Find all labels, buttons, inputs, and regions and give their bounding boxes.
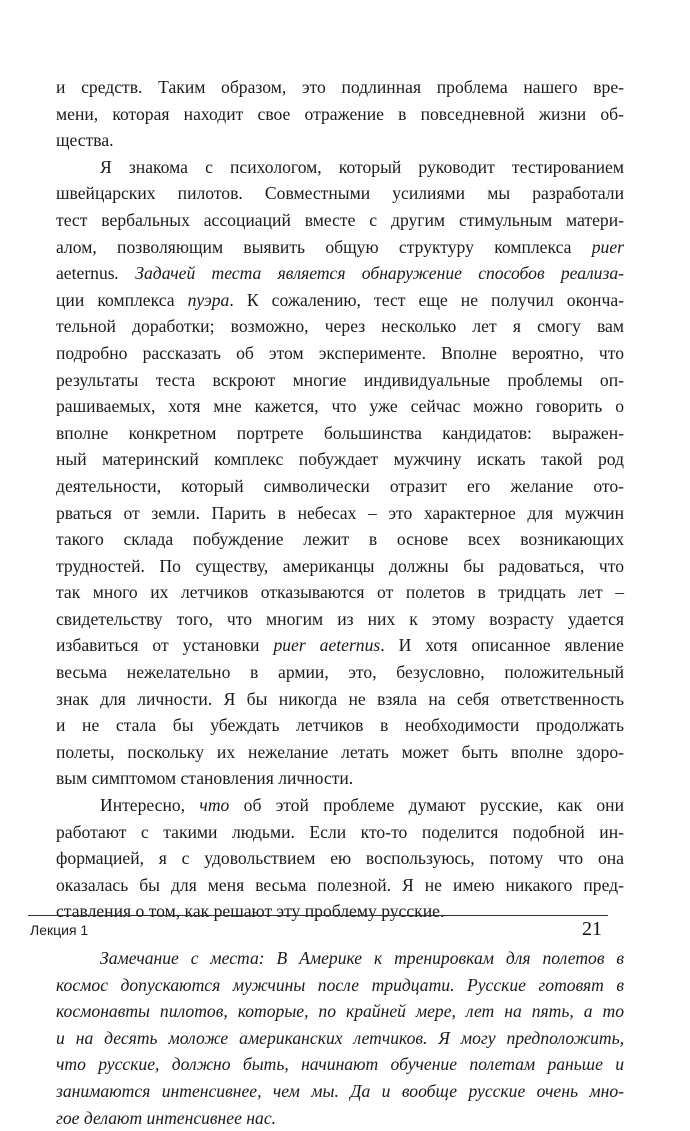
- text-segment: трудностей. По существу, американцы должны бы радоваться, что: [56, 555, 624, 576]
- text-line: [56, 74, 624, 101]
- text-line: [56, 500, 624, 527]
- footer-divider: [28, 915, 608, 916]
- paragraph: [56, 154, 624, 792]
- text-line: [56, 712, 624, 739]
- text-segment: оказалась бы для меня весьма полезной. Я не имею никакого пред-: [56, 874, 624, 895]
- text-line: [56, 393, 624, 420]
- text-segment: вым симптомом становления личности.: [56, 768, 354, 789]
- text-line: [56, 180, 624, 207]
- text-segment: . И хотя описанное явление: [380, 635, 624, 656]
- text-segment: aeternus: [56, 263, 115, 284]
- italic-term: puer aeternus: [273, 635, 381, 656]
- text-line: [56, 340, 624, 367]
- running-footer-section: Лекция 1: [30, 922, 89, 938]
- text-segment: такого склада побуждение лежит в основе всех возникающих: [56, 529, 624, 550]
- text-line: [56, 313, 624, 340]
- text-line: [56, 127, 624, 154]
- italic-term: . Задачей теста является обнаружение способов реализа-: [114, 263, 624, 284]
- text-line: [56, 872, 624, 899]
- text-line: [56, 207, 624, 234]
- text-segment: тест вербальных ассоциаций вместе с другим стимульным матери-: [56, 209, 624, 230]
- text-segment: и не стала бы убеждать летчиков в необходимости продолжать: [56, 715, 624, 736]
- page-body: [56, 74, 624, 1131]
- remark-line: Замечание с места: В Америке к тренировкам для полетов в: [100, 948, 624, 968]
- text-line: [56, 845, 624, 872]
- remark-line: гое делают интенсивнее нас.: [56, 1107, 277, 1128]
- paragraph: [56, 74, 624, 154]
- text-line: [56, 154, 624, 181]
- remark-line: занимаются интенсивнее, чем мы. Да и вообще русские очень мно-: [56, 1080, 624, 1101]
- text-line: [56, 765, 624, 792]
- text-segment: весьма нежелательно в армии, это, безусловно, положительный: [56, 662, 624, 683]
- text-line: [56, 526, 624, 553]
- text-segment: свидетельству того, что многим из них к этому возрасту удается: [56, 608, 624, 629]
- text-line: [56, 792, 624, 819]
- italic-term: puer: [591, 236, 624, 257]
- text-segment: Я знакома с психологом, который руководит тестированием: [100, 156, 624, 177]
- text-segment: формацией, я с удовольствием ею воспользуюсь, потому что она: [56, 848, 624, 869]
- text-segment: тельной доработки; возможно, через несколько лет я смогу вам: [56, 316, 624, 337]
- text-line: [56, 819, 624, 846]
- text-line: [56, 686, 624, 713]
- text-segment: ный материнский комплекс побуждает мужчину искать такой род: [56, 449, 624, 470]
- text-segment: ции комплекса: [56, 289, 188, 310]
- text-line: [56, 446, 624, 473]
- text-line: [56, 234, 624, 261]
- paragraph: [56, 792, 624, 925]
- text-segment: вполне конкретном портрете большинства кандидатов: выражен-: [56, 422, 624, 443]
- text-segment: полеты, поскольку их нежелание летать может быть вполне здоро-: [56, 741, 624, 762]
- text-segment: избавиться от установки: [56, 635, 274, 656]
- text-segment: деятельности, который символически отразит его желание ото-: [56, 475, 624, 496]
- text-line: [56, 553, 624, 580]
- text-segment: щества.: [56, 130, 114, 151]
- text-line: [56, 606, 624, 633]
- text-line: [56, 260, 624, 287]
- text-line: [56, 367, 624, 394]
- main-text: [56, 74, 624, 925]
- text-line: [56, 898, 624, 925]
- remark-line: космос допускаются мужчины после тридцати. Русские готовят в: [56, 974, 624, 995]
- text-segment: так много их летчиков отказываются от полетов в тридцать лет –: [56, 582, 624, 603]
- text-segment: знак для личности. Я бы никогда не взяла на себя ответственность: [56, 688, 624, 709]
- text-segment: об этой проблеме думают русские, как они: [229, 795, 625, 816]
- text-segment: рашиваемых, хотя мне кажется, что уже сейчас можно говорить о: [56, 396, 624, 417]
- audience-remark: [56, 945, 624, 1131]
- text-line: [56, 287, 624, 314]
- text-line: [56, 632, 624, 659]
- text-segment: алом, позволяющим выявить общую структуру комплекса: [56, 236, 592, 257]
- text-segment: . К сожалению, тест еще не получил оконча-: [229, 289, 624, 310]
- text-line: [56, 101, 624, 128]
- text-line: [56, 579, 624, 606]
- text-segment: работают с такими людьми. Если кто-то поделится подобной ин-: [56, 821, 624, 842]
- text-segment: ставления о том, как решают эту проблему русские.: [56, 901, 445, 922]
- text-segment: Интересно,: [100, 795, 200, 816]
- text-segment: подробно рассказать об этом эксперименте. Вполне вероятно, что: [56, 342, 624, 363]
- text-segment: рваться от земли. Парить в небесах – это характерное для мужчин: [56, 502, 624, 523]
- italic-term: пуэра: [187, 289, 230, 310]
- text-line: [56, 659, 624, 686]
- page-number: 21: [582, 918, 602, 940]
- remark-line: космонавты пилотов, которые, по крайней мере, лет на пять, а то: [56, 1001, 624, 1022]
- remark-line: что русские, должно быть, начинают обучение полетам раньше и: [56, 1054, 624, 1075]
- remark-line: и на десять моложе американских летчиков. Я могу предположить,: [56, 1027, 624, 1048]
- text-segment: швейцарских пилотов. Совместными усилиями мы разработали: [56, 183, 624, 204]
- text-segment: мени, которая находит свое отражение в повседневной жизни об-: [56, 103, 624, 124]
- italic-term: что: [199, 795, 230, 816]
- text-line: [56, 739, 624, 766]
- text-line: [56, 420, 624, 447]
- text-line: [56, 473, 624, 500]
- text-segment: результаты теста вскроют многие индивидуальные проблемы оп-: [56, 369, 624, 390]
- text-segment: и средств. Таким образом, это подлинная проблема нашего вре-: [56, 77, 624, 97]
